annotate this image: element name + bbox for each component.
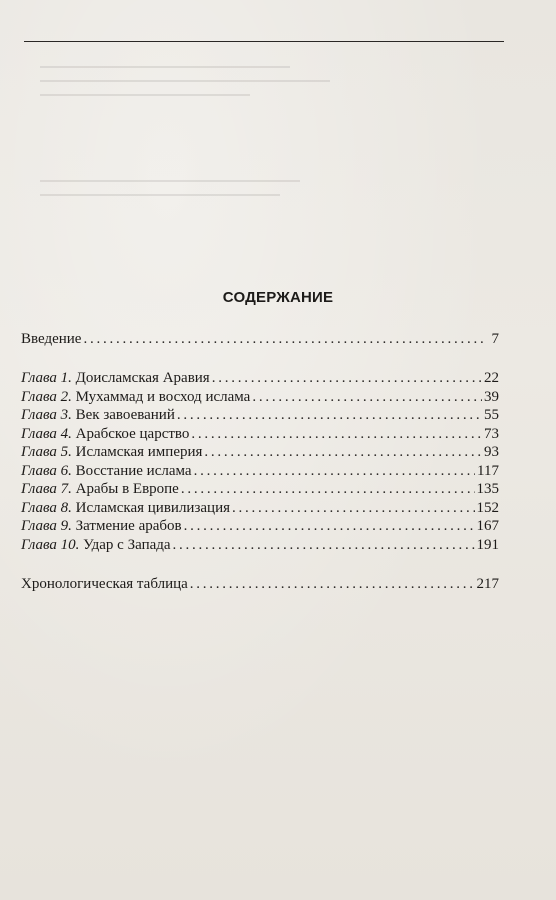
toc-entry-chapter[interactable] xyxy=(21,443,499,461)
chapter-title: Затмение арабов xyxy=(75,518,182,534)
leader-dots xyxy=(184,517,475,535)
toc-entry-chapter[interactable] xyxy=(21,499,499,517)
toc-page-number: 7 xyxy=(491,331,499,347)
toc-entry-label xyxy=(21,536,171,554)
toc-page-number: 152 xyxy=(476,499,499,516)
toc-page-number: 217 xyxy=(476,576,499,592)
top-rule xyxy=(24,41,504,42)
show-through-line xyxy=(40,180,300,182)
toc-entry-label xyxy=(21,406,175,424)
show-through-line xyxy=(40,66,290,68)
leader-dots xyxy=(181,480,475,498)
chapter-number: Глава 2. xyxy=(21,388,72,405)
leader-dots xyxy=(190,575,475,593)
chapter-number: Глава 8. xyxy=(21,499,72,516)
toc-entry-chapter[interactable] xyxy=(21,369,499,387)
chapter-number: Глава 10. xyxy=(21,536,80,553)
show-through-line xyxy=(40,94,250,96)
chapter-number: Глава 6. xyxy=(21,462,72,479)
leader-dots xyxy=(83,330,483,348)
toc-entry-chapter[interactable] xyxy=(21,388,499,406)
toc-page-number: 167 xyxy=(476,518,499,534)
toc-page-number: 22 xyxy=(484,370,499,386)
chapter-title: Мухаммад и восход ислама xyxy=(75,388,251,405)
toc-page-number: 55 xyxy=(484,407,499,423)
toc-page-number: 73 xyxy=(484,425,499,442)
chapter-title: Век завоеваний xyxy=(75,407,175,423)
toc-entry-chapter[interactable] xyxy=(21,517,499,535)
toc-entry-label xyxy=(21,443,202,461)
toc-page-number: 39 xyxy=(484,388,499,405)
chapter-title: Арабское царство xyxy=(75,425,190,442)
toc-entry-label xyxy=(21,517,182,535)
toc-page-number: 117 xyxy=(477,462,499,479)
chapter-number: Глава 5. xyxy=(21,444,72,460)
toc-entry-label xyxy=(21,425,189,443)
toc-entry-introduction[interactable] xyxy=(21,330,499,348)
toc-page-number: 135 xyxy=(476,481,499,497)
chapter-number: Глава 9. xyxy=(21,518,72,534)
leader-dots xyxy=(252,388,482,406)
toc-entry-chapter[interactable] xyxy=(21,462,499,480)
page-title: СОДЕРЖАНИЕ xyxy=(222,289,334,306)
leader-dots xyxy=(204,443,482,461)
toc-entry-chapter[interactable] xyxy=(21,406,499,424)
toc-entry-label xyxy=(21,499,230,517)
toc-entry-label: Хронологическая таблица xyxy=(21,576,188,592)
chapter-number: Глава 4. xyxy=(21,425,72,442)
leader-dots xyxy=(194,462,475,480)
show-through-line xyxy=(40,194,280,196)
toc-entry-chronology[interactable] xyxy=(21,575,499,593)
leader-dots xyxy=(212,369,482,387)
toc-entry-label xyxy=(21,462,192,480)
leader-dots xyxy=(173,536,475,554)
chapter-title: Исламская цивилизация xyxy=(75,499,230,516)
chapter-title: Восстание ислама xyxy=(75,462,192,479)
toc-entry-label: Введение xyxy=(21,331,82,347)
toc-page-number: 93 xyxy=(484,444,499,460)
chapter-number: Глава 1. xyxy=(21,370,72,386)
leader-dots xyxy=(191,425,482,443)
chapter-number: Глава 7. xyxy=(21,481,72,497)
chapter-title: Исламская империя xyxy=(75,444,203,460)
leader-dots xyxy=(232,499,475,517)
toc-entry-chapter[interactable] xyxy=(21,536,499,554)
chapter-title: Доисламская Аравия xyxy=(75,370,210,386)
chapter-number: Глава 3. xyxy=(21,407,72,423)
toc-entry-chapter[interactable] xyxy=(21,425,499,443)
chapter-title: Удар с Запада xyxy=(83,536,171,553)
show-through-line xyxy=(40,80,330,82)
toc-page-number: 191 xyxy=(476,536,499,553)
toc-entry-chapter[interactable] xyxy=(21,480,499,498)
toc-entry-label xyxy=(21,480,179,498)
chapter-title: Арабы в Европе xyxy=(75,481,179,497)
leader-dots xyxy=(177,406,482,424)
toc-entry-label xyxy=(21,388,250,406)
toc-entry-label xyxy=(21,369,210,387)
